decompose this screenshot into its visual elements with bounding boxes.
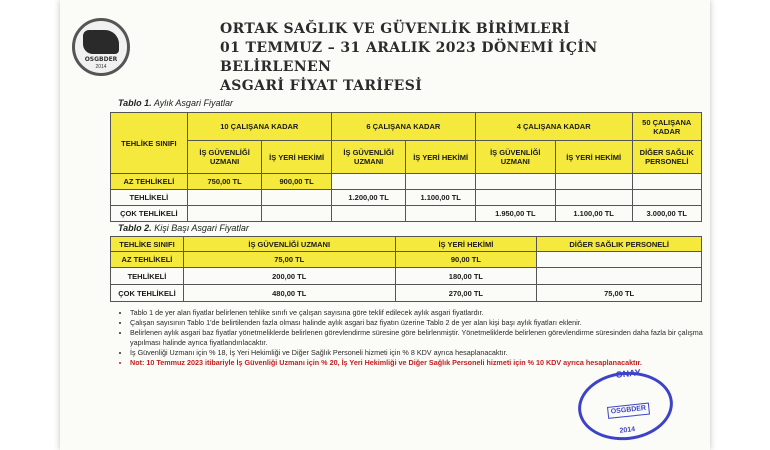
table1-group-header: 6 ÇALIŞANA KADAR bbox=[331, 113, 475, 141]
table-cell: 1.100,00 TL bbox=[555, 206, 632, 222]
table-cell: 3.000,00 TL bbox=[632, 206, 701, 222]
table-cell bbox=[187, 190, 262, 206]
table-cell: 200,00 TL bbox=[183, 268, 395, 285]
turkey-map-icon bbox=[83, 30, 119, 54]
table-cell bbox=[475, 174, 555, 190]
row-label: AZ TEHLİKELİ bbox=[111, 252, 184, 268]
table-cell bbox=[406, 206, 475, 222]
table-cell bbox=[475, 190, 555, 206]
row-label: ÇOK TEHLİKELİ bbox=[111, 285, 184, 302]
title-line-2: 01 TEMMUZ – 31 ARALIK 2023 DÖNEMİ İÇİN BELİRLENEN bbox=[220, 40, 598, 75]
table-row bbox=[111, 268, 702, 285]
table2-header: DİĞER SAĞLIK PERSONELİ bbox=[537, 237, 702, 252]
table1-subheader: DİĞER SAĞLIK PERSONELİ bbox=[632, 141, 701, 174]
table-cell: 1.100,00 TL bbox=[406, 190, 475, 206]
note-item: • Tablo 1 de yer alan fiyatlar belirlenen tehlike sınıfı ve çalışan sayısına göre teklif edilecek aylık asgari fiyatlardır. bbox=[130, 308, 710, 318]
vat-update-note: • Not: 10 Temmuz 2023 itibariyle İş Güvenliği Uzmanı için % 20, İş Yeri Hekimliği ve Diğer Sağlık Personeli hizmeti için % 10 KDV ayrıca hesaplanacaktır. bbox=[130, 358, 710, 368]
table1-subheader: İŞ GÜVENLİĞİ UZMANI bbox=[331, 141, 406, 174]
table1-group-header: 10 ÇALIŞANA KADAR bbox=[187, 113, 331, 141]
table1-caption: Tablo 1. Aylık Asgari Fiyatlar bbox=[118, 98, 233, 108]
table-cell bbox=[331, 174, 406, 190]
table-cell: 480,00 TL bbox=[183, 285, 395, 302]
table-cell: 900,00 TL bbox=[262, 174, 331, 190]
note-item: • Çalışan sayısının Tablo 1'de belirtilenden fazla olması halinde aylık asgari baz fiyatın üzerine Tablo 2 de yer alan kişi başı aylık fiyatları eklenir. bbox=[130, 318, 710, 328]
table-cell bbox=[262, 190, 331, 206]
table-row bbox=[111, 285, 702, 302]
document-page bbox=[60, 0, 710, 450]
table1-rowhead: TEHLİKE SINIFI bbox=[111, 113, 188, 174]
table1-subheader: İŞ YERİ HEKİMİ bbox=[555, 141, 632, 174]
stamp-name: OSGBDER bbox=[607, 403, 650, 419]
table1-group-header: 4 ÇALIŞANA KADAR bbox=[475, 113, 632, 141]
table-cell bbox=[555, 174, 632, 190]
row-label: TEHLİKELİ bbox=[111, 190, 188, 206]
row-label: ÇOK TEHLİKELİ bbox=[111, 206, 188, 222]
table1-subheader: İŞ GÜVENLİĞİ UZMANI bbox=[475, 141, 555, 174]
table-cell: 75,00 TL bbox=[183, 252, 395, 268]
table-cell: 180,00 TL bbox=[395, 268, 537, 285]
title-line-3: ASGARİ FİYAT TARİFESİ bbox=[220, 78, 423, 94]
document-title bbox=[220, 20, 710, 96]
table-row bbox=[111, 206, 702, 222]
table1-subheader: İŞ YERİ HEKİMİ bbox=[262, 141, 331, 174]
row-label: TEHLİKELİ bbox=[111, 268, 184, 285]
table-cell bbox=[331, 206, 406, 222]
table-cell bbox=[537, 268, 702, 285]
table2-header: İŞ YERİ HEKİMİ bbox=[395, 237, 537, 252]
table-cell: 1.200,00 TL bbox=[331, 190, 406, 206]
notes-list bbox=[118, 308, 710, 368]
table-cell bbox=[537, 252, 702, 268]
table-cell bbox=[632, 190, 701, 206]
table-row bbox=[111, 190, 702, 206]
per-person-price-table bbox=[110, 236, 702, 302]
monthly-price-table bbox=[110, 112, 702, 222]
table-cell: 90,00 TL bbox=[395, 252, 537, 268]
approval-stamp bbox=[575, 367, 677, 445]
table1-subheader: İŞ GÜVENLİĞİ UZMANI bbox=[187, 141, 262, 174]
osgbder-logo bbox=[72, 18, 130, 76]
stamp-label: ONAY bbox=[615, 367, 642, 380]
table2-header: TEHLİKE SINIFI bbox=[111, 237, 184, 252]
table2-caption: Tablo 2. Kişi Başı Asgari Fiyatlar bbox=[118, 223, 249, 233]
table-row bbox=[111, 252, 702, 268]
table-cell: 1.950,00 TL bbox=[475, 206, 555, 222]
stamp-year: 2014 bbox=[619, 426, 636, 435]
table-cell bbox=[555, 190, 632, 206]
table2-header: İŞ GÜVENLİĞİ UZMANI bbox=[183, 237, 395, 252]
table-row bbox=[111, 174, 702, 190]
table1-subheader: İŞ YERİ HEKİMİ bbox=[406, 141, 475, 174]
table1-group-header: 50 ÇALIŞANA KADAR bbox=[632, 113, 701, 141]
note-item: • Belirlenen aylık asgari baz fiyatlar yönetmeliklerde belirlenen görevlendirme süresine göre belirlenmiştir. Yönetmeliklerde belirlenen görevlendirme süresinden daha fazla bir çalışma yapılması halinde ayrıca fiyatlandırılacaktır. bbox=[130, 328, 710, 348]
title-line-1: ORTAK SAĞLIK VE GÜVENLİK BİRİMLERİ bbox=[220, 21, 571, 37]
logo-year: 2014 bbox=[95, 64, 107, 70]
table-cell: 270,00 TL bbox=[395, 285, 537, 302]
table-cell bbox=[632, 174, 701, 190]
row-label: AZ TEHLİKELİ bbox=[111, 174, 188, 190]
note-item: • İş Güvenliği Uzmanı için % 18, İş Yeri Hekimliği ve Diğer Sağlık Personeli hizmeti için % 8 KDV ayrıca hesaplanacaktır. bbox=[130, 348, 710, 358]
table-cell: 75,00 TL bbox=[537, 285, 702, 302]
table-cell bbox=[187, 206, 262, 222]
table-cell: 750,00 TL bbox=[187, 174, 262, 190]
table-cell bbox=[406, 174, 475, 190]
table-cell bbox=[262, 206, 331, 222]
logo-name: OSGBDER bbox=[84, 56, 118, 63]
